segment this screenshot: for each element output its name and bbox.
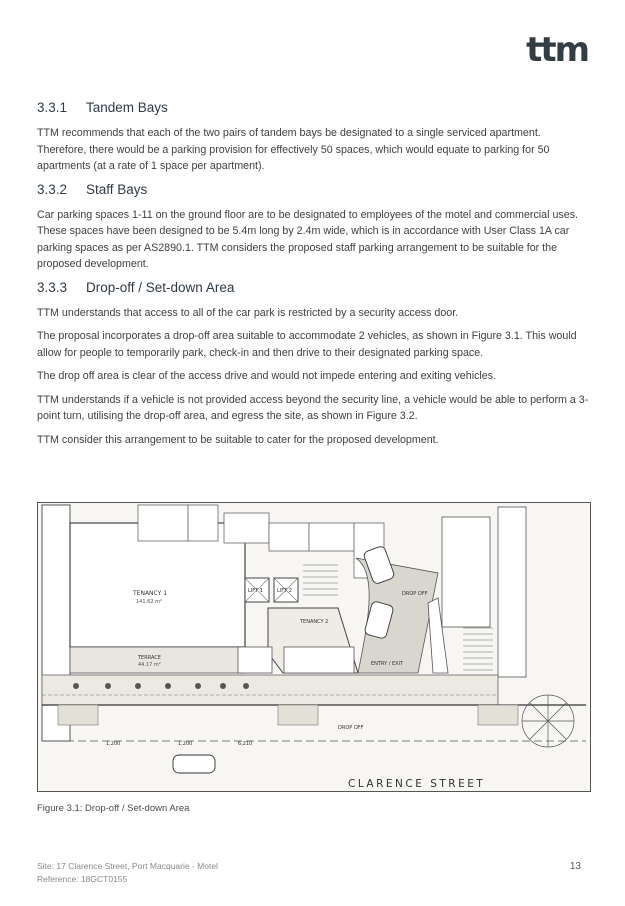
label-dim1: 1,200 <box>106 741 121 747</box>
label-lift1: LIFT 1 <box>248 588 263 594</box>
ttm-logo: ttm <box>526 30 588 70</box>
label-tenancy1: TENANCY 1 <box>133 590 168 597</box>
figure-caption: Figure 3.1: Drop-off / Set-down Area <box>37 803 190 814</box>
label-lift2: LIFT 2 <box>277 588 292 594</box>
site-plan-figure <box>37 502 591 792</box>
section-number: 3.3.3 <box>37 279 68 295</box>
section-heading <box>37 280 589 295</box>
paragraph: Car parking spaces 1-11 on the ground floor are to be designated to employees of the motel and commercial uses. These spaces have been designed to be 5.4m long by 2.4m wide, which is in accordance with User Class 1A car parking spaces as per AS2890.1. TTM considers the proposed staff parking arrangement to be suitable for the proposed development. <box>37 208 579 270</box>
section-staff-bays <box>37 182 589 273</box>
page-number: 13 <box>569 861 581 872</box>
label-tenancy2: TENANCY 2 <box>300 619 329 625</box>
footer-reference: Reference: 18GCT0155 <box>37 874 128 884</box>
label-drop-off: DROP OFF <box>402 591 428 597</box>
section-number: 3.3.2 <box>37 181 68 197</box>
section-drop-off <box>37 280 589 449</box>
label-tenancy1-area: 141.62 m² <box>136 599 162 605</box>
footer-site: Site: 17 Clarence Street, Port Macquarie - Motel <box>37 861 218 871</box>
section-tandem-bays <box>37 100 589 175</box>
paragraph: TTM understands if a vehicle is not provided access beyond the security line, a vehicle would be able to perform a 3-point turn, utilising the drop-off area, and egress the site, as shown in Figure 3.2. <box>37 393 589 422</box>
report-body <box>37 100 589 455</box>
label-terrace-area: 44.17 m² <box>138 662 161 668</box>
label-dim3: 6,210 <box>238 741 253 747</box>
label-terrace: TERRACE <box>138 655 161 661</box>
paragraph: TTM understands that access to all of the car park is restricted by a security access door. <box>37 306 459 319</box>
section-title: Drop-off / Set-down Area <box>86 279 235 295</box>
section-title: Tandem Bays <box>86 100 168 115</box>
section-heading <box>37 100 589 115</box>
section-heading <box>37 182 589 197</box>
site-plan-drawing <box>38 503 590 791</box>
paragraph: TTM consider this arrangement to be suitable to cater for the proposed development. <box>37 433 439 446</box>
street-label: CLARENCE STREET <box>348 778 486 790</box>
label-drop-off-street: DROP OFF <box>338 725 364 731</box>
paragraph: The drop off area is clear of the access drive and would not impede entering and exiting vehicles. <box>37 370 497 382</box>
label-entry-exit: ENTRY / EXIT <box>371 661 404 667</box>
label-dim2: 1,200 <box>178 741 193 747</box>
section-title: Staff Bays <box>86 181 148 197</box>
page-footer <box>37 860 218 886</box>
paragraph: The proposal incorporates a drop-off area suitable to accommodate 2 vehicles, as shown in Figure 3.1. This would allow for people to temporarily park, check-in and then drive to their designated parking space. <box>37 330 577 359</box>
section-number: 3.3.1 <box>37 100 68 115</box>
paragraph: TTM recommends that each of the two pairs of tandem bays be designated to a single serviced apartment. Therefore, there would be a parking provision for effectively 50 spaces, which would equate to parking for 50 apartments (at a rate of 1 space per apartment). <box>37 127 550 172</box>
